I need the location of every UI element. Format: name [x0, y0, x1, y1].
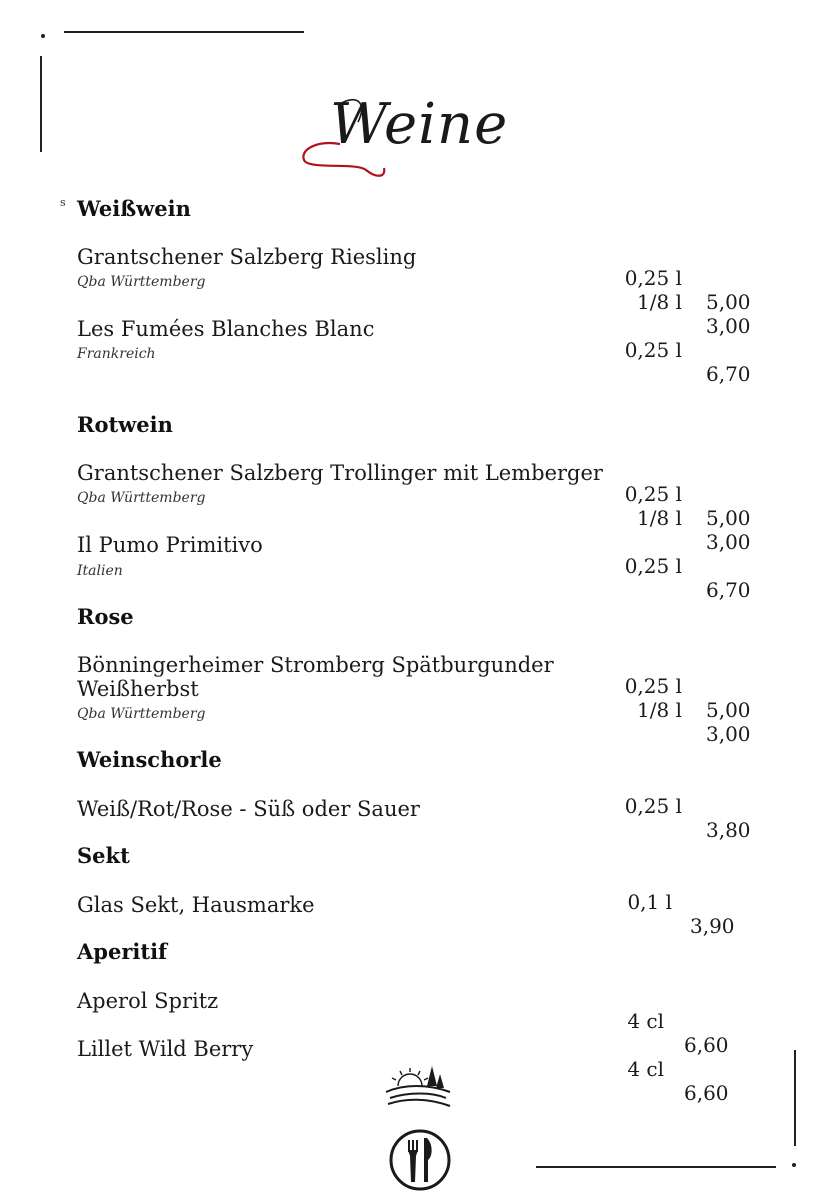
- sunrise-hills-fork-knife-icon: [380, 1064, 460, 1194]
- price-value: 5,00: [706, 290, 751, 314]
- wine-origin: Qba Württemberg: [77, 490, 206, 506]
- wine-origin: Qba Württemberg: [77, 274, 206, 290]
- corner-mark: s: [60, 196, 66, 209]
- price-volume: 0,25 l: [624, 338, 682, 362]
- wine-origin: Qba Württemberg: [77, 706, 206, 722]
- wine-name-line2: Weißherbst: [77, 677, 199, 701]
- price-volume: 1/8 l: [637, 506, 682, 530]
- section-heading-rotwein: Rotwein: [77, 412, 173, 437]
- price-value: 6,70: [706, 578, 751, 602]
- price-value: 3,00: [706, 722, 751, 746]
- price-volume: 0,25 l: [624, 794, 682, 818]
- price-value: 5,00: [706, 698, 751, 722]
- wine-name: Grantschener Salzberg Trollinger mit Lemberger: [77, 461, 603, 485]
- price-row: [627, 866, 735, 938]
- price-volume: 0,1 l: [627, 890, 672, 914]
- price-row: [624, 770, 751, 842]
- price-value: 3,90: [690, 914, 735, 938]
- drink-name: Aperol Spritz: [77, 989, 219, 1013]
- wine-origin: Italien: [77, 563, 123, 579]
- drink-name: Weiß/Rot/Rose - Süß oder Sauer: [77, 797, 420, 821]
- price-row: [627, 1033, 729, 1105]
- frame-dot-top-left: [41, 34, 45, 38]
- wine-name-line1: Bönningerheimer Stromberg Spätburgunder: [77, 653, 554, 677]
- price-volume: 0,25 l: [624, 266, 682, 290]
- section-heading-weisswein: Weißwein: [77, 196, 191, 221]
- price-volume: 1/8 l: [637, 290, 682, 314]
- frame-line-bottom: [536, 1166, 776, 1168]
- price-value: 3,00: [706, 314, 751, 338]
- section-heading-rose: Rose: [77, 604, 134, 629]
- price-value: 6,70: [706, 362, 751, 386]
- frame-line-right: [794, 1050, 796, 1146]
- frame-line-left: [40, 56, 42, 152]
- price-volume: 1/8 l: [637, 698, 682, 722]
- wine-name: Les Fumées Blanches Blanc: [77, 317, 375, 341]
- price-volume: 0,25 l: [624, 554, 682, 578]
- price-volume: 4 cl: [627, 1057, 664, 1081]
- frame-dot-bottom-right: [792, 1163, 796, 1167]
- drink-name: Lillet Wild Berry: [77, 1037, 254, 1061]
- frame-line-top: [64, 31, 304, 33]
- section-heading-aperitif: Aperitif: [77, 939, 168, 964]
- section-heading-weinschorle: Weinschorle: [77, 747, 222, 772]
- menu-title: [296, 92, 516, 184]
- wine-name: Il Pumo Primitivo: [77, 533, 263, 557]
- price-volume: 0,25 l: [624, 482, 682, 506]
- price-value: 6,60: [684, 1081, 729, 1105]
- price-volume: 0,25 l: [624, 674, 682, 698]
- price-value: 3,00: [706, 530, 751, 554]
- price-value: 5,00: [706, 506, 751, 530]
- wine-origin: Frankreich: [77, 346, 156, 362]
- section-heading-sekt: Sekt: [77, 843, 130, 868]
- drink-name: Glas Sekt, Hausmarke: [77, 893, 315, 917]
- price-volume: 4 cl: [627, 1009, 664, 1033]
- wine-name: Grantschener Salzberg Riesling: [77, 245, 417, 269]
- price-value: 3,80: [706, 818, 751, 842]
- page-title: Weine: [330, 92, 509, 157]
- price-value: 6,60: [684, 1033, 729, 1057]
